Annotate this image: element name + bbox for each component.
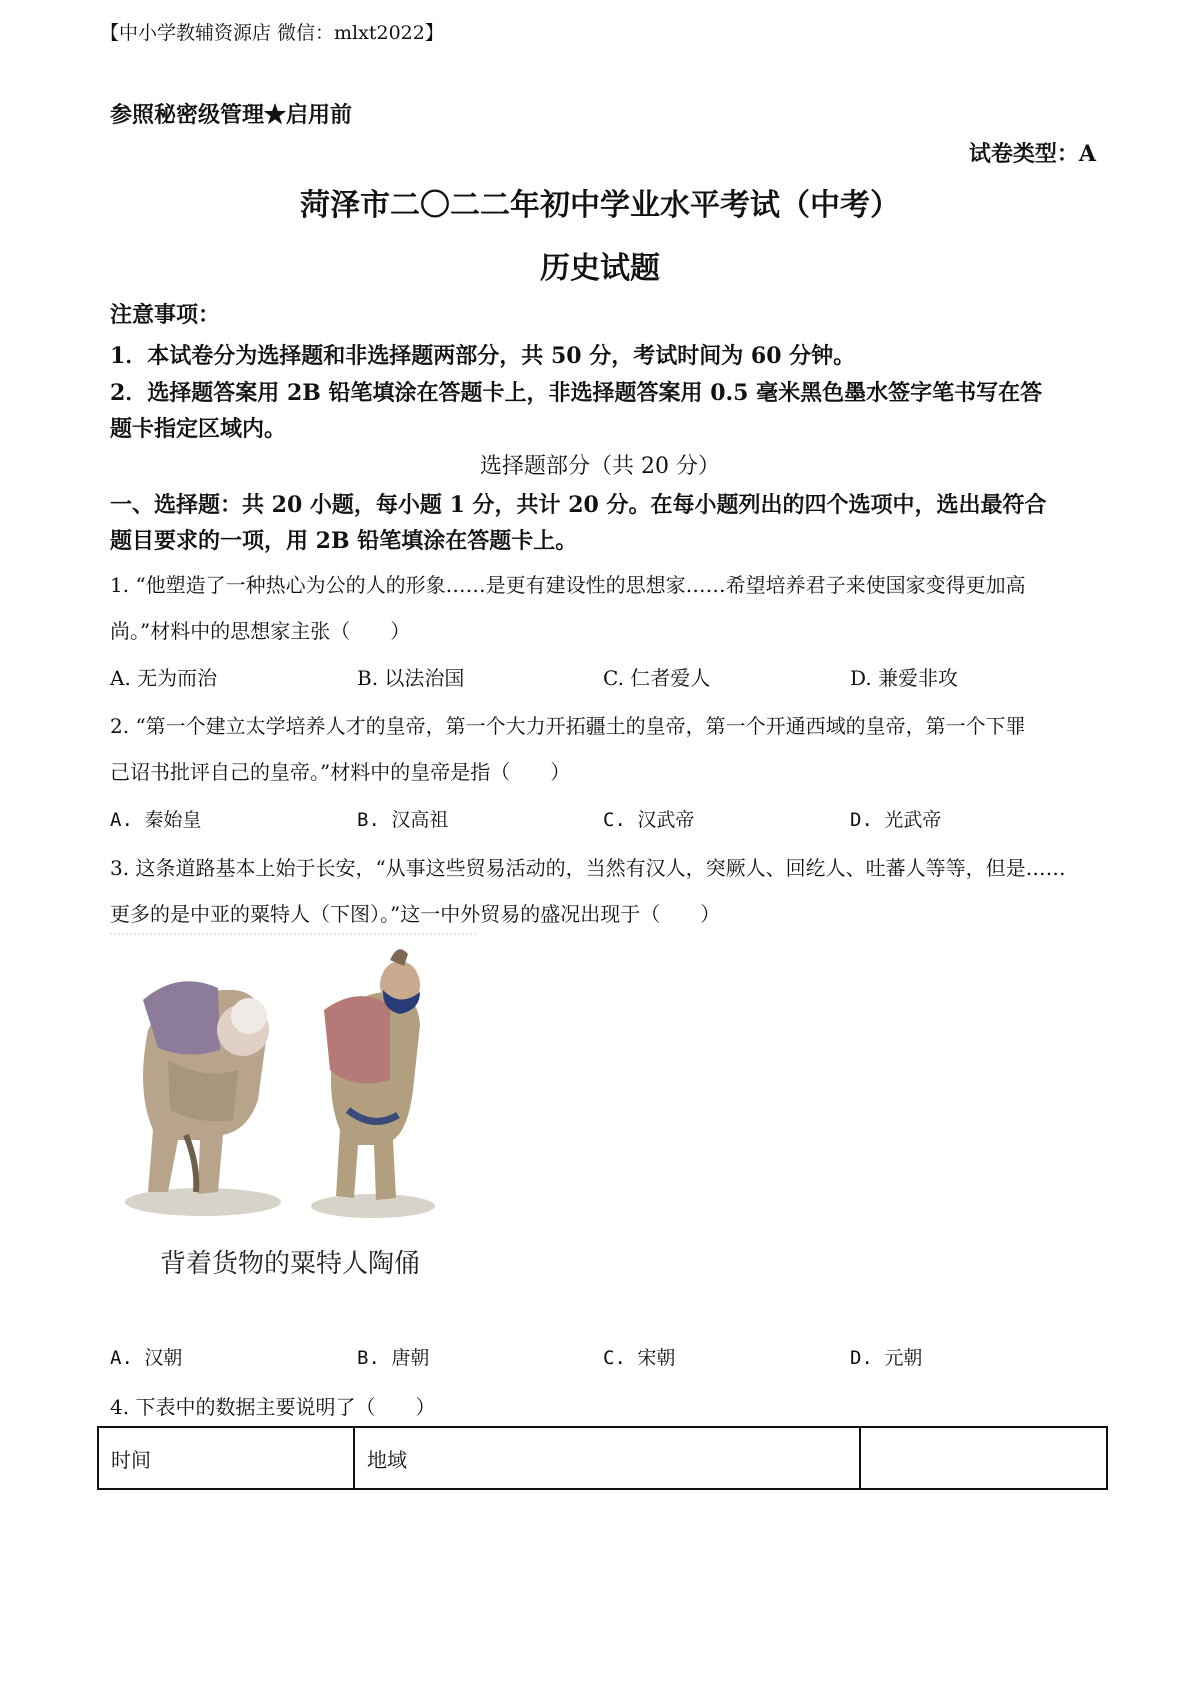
notice-heading: 注意事项： bbox=[110, 302, 221, 328]
section-heading: 选择题部分（共 20 分） bbox=[480, 454, 720, 479]
question-1-line-1: 1. “他塑造了一种热心为公的人的形象……是更有建设性的思想家……希望培养君子来使国家变得更加高 bbox=[110, 573, 1026, 597]
notice-item-2-line-2: 题卡指定区域内。 bbox=[110, 416, 287, 442]
table-header-row bbox=[98, 1427, 1107, 1489]
question-3-option-b: B. 唐朝 bbox=[357, 1347, 430, 1369]
question-1-option-d: D. 兼爱非攻 bbox=[850, 666, 959, 690]
question-3-line-2: 更多的是中亚的粟特人（下图）。”这一中外贸易的盛况出现于（ ） bbox=[110, 902, 721, 926]
figurine-right bbox=[311, 949, 435, 1218]
question-4-table bbox=[97, 1426, 1108, 1490]
table-header-time: 时间 bbox=[98, 1427, 354, 1489]
question-2-option-d: D. 光武帝 bbox=[850, 809, 942, 831]
table-header-empty bbox=[860, 1427, 1107, 1489]
question-3-option-a: A. 汉朝 bbox=[110, 1347, 183, 1369]
question-3-line-1: 3. 这条道路基本上始于长安，“从事这些贸易活动的，当然有汉人，突厥人、回纥人、吐蕃人等等，但是…… bbox=[110, 856, 1066, 880]
notice-item-2-line-1: 2．选择题答案用 2B 铅笔填涂在答题卡上，非选择题答案用 0.5 毫米黑色墨水签字笔书写在答 bbox=[110, 380, 1043, 406]
question-1-option-b: B. 以法治国 bbox=[357, 666, 465, 690]
secrecy-label: 参照秘密级管理★启用前 bbox=[110, 102, 353, 128]
question-1-line-2: 尚。”材料中的思想家主张（ ） bbox=[110, 619, 411, 643]
question-3-option-d: D. 元朝 bbox=[850, 1347, 923, 1369]
figure-caption: 背着货物的粟特人陶俑 bbox=[160, 1249, 421, 1279]
question-2-option-b: B. 汉高祖 bbox=[357, 809, 449, 831]
exam-title: 菏泽市二〇二二年初中学业水平考试（中考） bbox=[300, 188, 900, 223]
question-2-line-2: 己诏书批评自己的皇帝。”材料中的皇帝是指（ ） bbox=[110, 760, 571, 784]
question-3-option-c: C. 宋朝 bbox=[603, 1347, 676, 1369]
question-2-option-c: C. 汉武帝 bbox=[603, 809, 695, 831]
table-header-region: 地域 bbox=[354, 1427, 860, 1489]
section-description-line-2: 题目要求的一项，用 2B 铅笔填涂在答题卡上。 bbox=[110, 528, 578, 554]
question-1-option-a: A. 无为而治 bbox=[110, 666, 218, 690]
question-1-option-c: C. 仁者爱人 bbox=[603, 666, 711, 690]
exam-subtitle: 历史试题 bbox=[540, 251, 660, 286]
paper-type: 试卷类型：A bbox=[968, 141, 1096, 167]
question-2-option-a: A. 秦始皇 bbox=[110, 809, 202, 831]
figurine-left bbox=[125, 981, 281, 1216]
header-note: 【中小学教辅资源店 微信：mlxt2022】 bbox=[100, 22, 444, 44]
question-2-line-1: 2. “第一个建立太学培养人才的皇帝，第一个大力开拓疆土的皇帝，第一个开通西域的皇帝，第一个下罪 bbox=[110, 714, 1026, 738]
notice-item-1: 1．本试卷分为选择题和非选择题两部分，共 50 分，考试时间为 60 分钟。 bbox=[110, 343, 856, 369]
question-4-line-1: 4. 下表中的数据主要说明了（ ） bbox=[110, 1395, 436, 1419]
section-description-line-1: 一、选择题：共 20 小题，每小题 1 分，共计 20 分。在每小题列出的四个选项中，选出最符合 bbox=[110, 492, 1047, 518]
